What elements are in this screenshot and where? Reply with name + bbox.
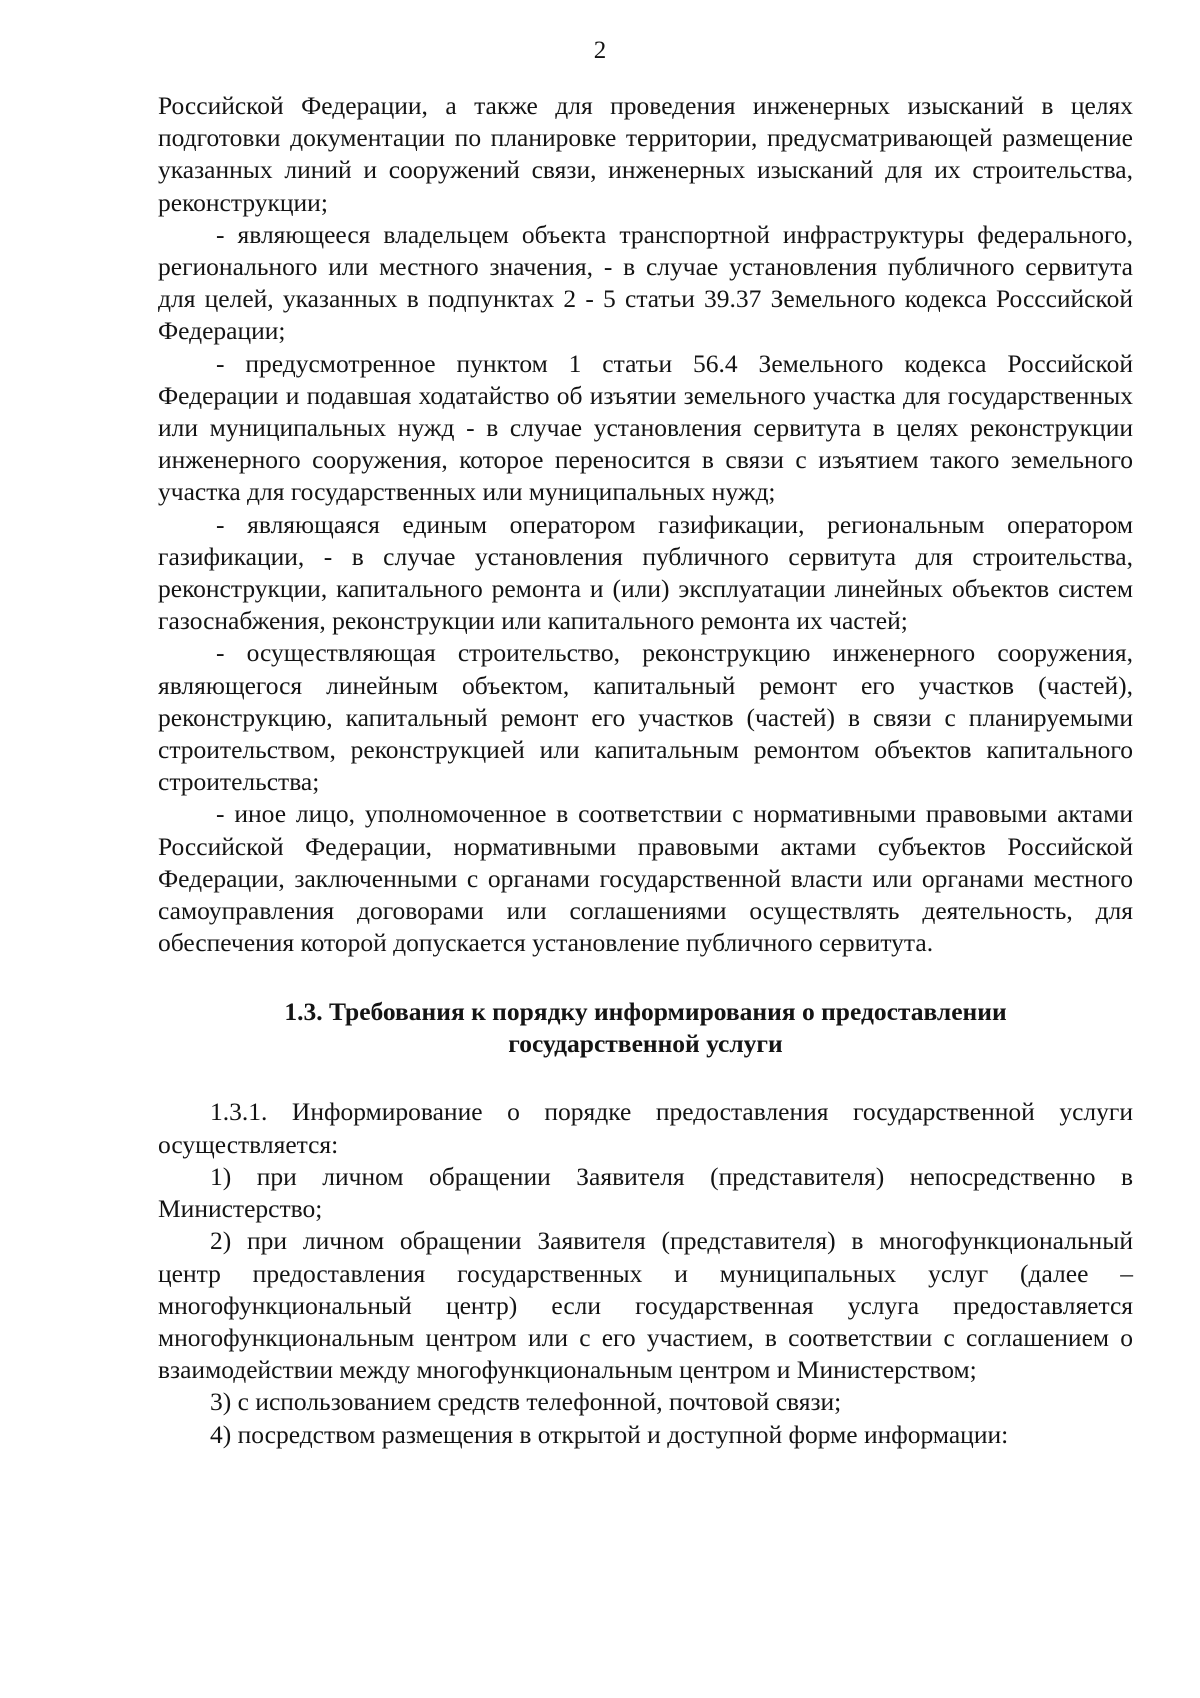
document-body: [158, 90, 1133, 1451]
paragraph-land-code-article-56-4: - предусмотренное пунктом 1 статьи 56.4 Земельного кодекса Российской Федерации и подавшая ходатайство об изъятии земельного участка для государственных или муниципальных нужд - в случае установления сервитута в целях реконструкции инженерного сооружения, которое переносится в связи с изъятием такого земельного участка для государственных или муниципальных нужд;: [158, 348, 1133, 507]
paragraph-other-authorized-person: - иное лицо, уполномоченное в соответствии с нормативными правовыми актами Российской Федерации, нормативными правовыми актами субъектов Российской Федерации, заключенными с органами государственной власти или органами местного самоуправления договорами или соглашениями осуществлять деятельность, для обеспечения которой допускается установление публичного сервитута.: [158, 799, 1133, 958]
list-item-4: 4) посредством размещения в открытой и доступной форме информации:: [210, 1419, 1009, 1449]
section-heading: [158, 996, 1133, 1060]
paragraph-gasification-operator: - являющаяся единым оператором газификации, региональным оператором газификации, - в случае установления публичного сервитута для строительства, реконструкции, капитального ремонта и (или) эксплуатации линейных объектов систем газоснабжения, реконструкции или капитального ремонта их частей;: [158, 509, 1133, 636]
paragraph-1-3-1: 1.3.1. Информирование о порядке предоставления государственной услуги осуществляется:: [158, 1097, 1133, 1159]
section-heading-line-1: 1.3. Требования к порядку информирования о предоставлении: [284, 997, 1007, 1027]
list-item-3: 3) с использованием средств телефонной, почтовой связи;: [210, 1387, 842, 1417]
list-item-1: 1) при личном обращении Заявителя (представителя) непосредственно в Министерство;: [158, 1161, 1133, 1224]
list-item-2: 2) при личном обращении Заявителя (представителя) в многофункциональный центр предоставления государственных и муниципальных услуг (далее – многофункциональный центр) если государственная услуга предоставляется многофункциональным центром или с его участием, в соответствии с соглашением о взаимодействии между многофункциональным центром и Министерством;: [158, 1226, 1133, 1385]
paragraph-construction-linear-object: - осуществляющая строительство, реконструкцию инженерного сооружения, являющегося линейным объектом, капитальный ремонт его участков (частей), реконструкцию, капитальный ремонт его участков (частей) в связи с планируемыми строительством, реконструкцией или капитальным ремонтом объектов капитального строительства;: [158, 638, 1133, 797]
section-heading-line-2: государственной услуги: [508, 1029, 783, 1059]
page-number: 2: [593, 37, 607, 64]
paragraph-continuation: Российской Федерации, а также для проведения инженерных изысканий в целях подготовки документации по планировке территории, предусматривающей размещение указанных линий и сооружений связи, инженерных изысканий для их строительства, реконструкции;: [158, 91, 1133, 217]
paragraph-transport-infrastructure-owner: - являющееся владельцем объекта транспортной инфраструктуры федерального, регионального или местного значения, - в случае установления публичного сервитута для целей, указанных в подпунктах 2 - 5 статьи 39.37 Земельного кодекса Росссийской Федерации;: [158, 219, 1133, 346]
